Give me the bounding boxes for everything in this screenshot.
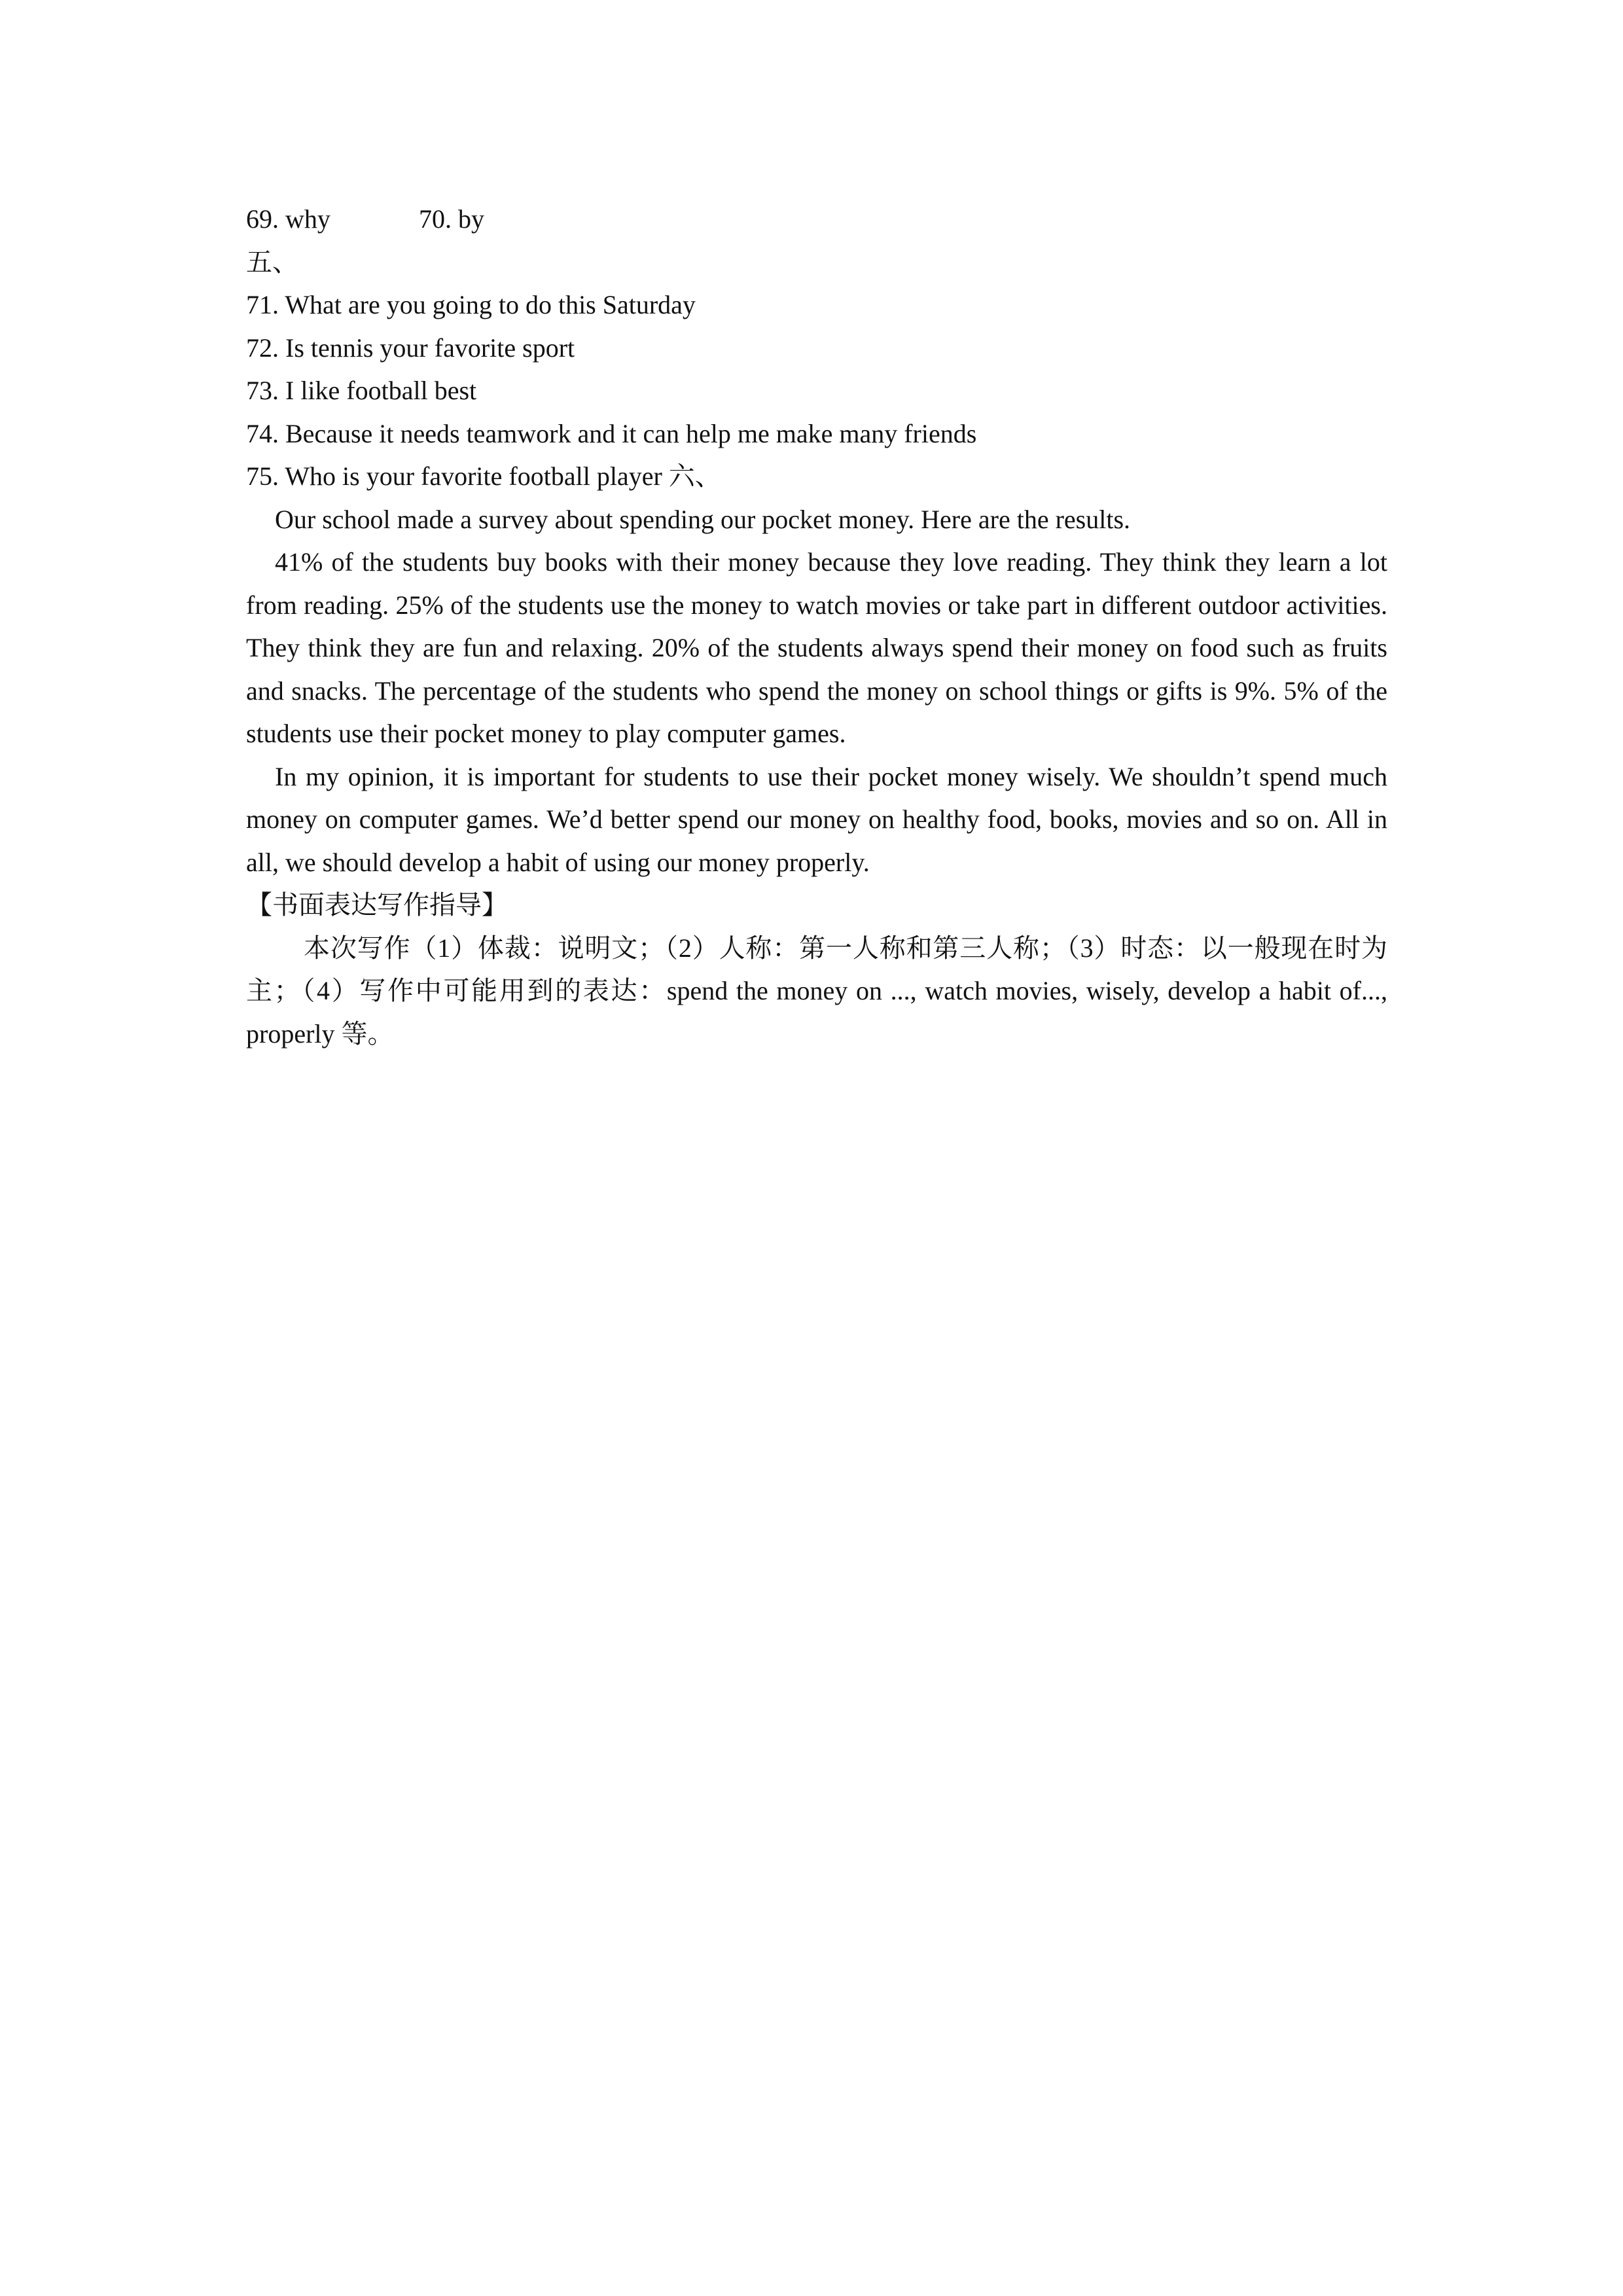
answer-key-content <box>246 198 1387 1055</box>
answer-69: 69. why <box>246 204 330 234</box>
guidance-body: 本次写作（1）体裁：说明文；（2）人称：第一人称和第三人称；（3）时态：以一般现在时为主；（4）写作中可能用到的表达：spend the money on ..., watch movies, wisely, develop a habit of..., properly 等。 <box>246 933 1387 1049</box>
essay-paragraph-opinion: In my opinion, it is important for students to use their pocket money wisely. We shouldn’t spend much money on computer games. We’d better spend our money on healthy food, books, movies and so on. All in all, we should develop a habit of using our money properly. <box>246 761 1387 877</box>
answer-73: 73. I like football best <box>246 376 477 405</box>
guidance-heading: 【书面表达写作指导】 <box>246 890 508 920</box>
answer-74: 74. Because it needs teamwork and it can help me make many friends <box>246 418 977 448</box>
answer-70: 70. by <box>419 204 484 234</box>
answers-row-69-70 <box>246 198 1387 241</box>
answer-71: 71. What are you going to do this Saturday <box>246 290 696 319</box>
essay-paragraph-results: 41% of the students buy books with their money because they love reading. They think they learn a lot from reading. 25% of the students use the money to watch movies or take part in different outdoor activities. They think they are fun and relaxing. 20% of the students always spend their money on food such as fruits and snacks. The percentage of the students who spend the money on school things or gifts is 9%. 5% of the students use their pocket money to play computer games. <box>246 547 1387 748</box>
answer-75: 75. Who is your favorite football player 六、 <box>246 461 721 491</box>
section-5-header: 五、 <box>246 247 298 277</box>
answer-72: 72. Is tennis your favorite sport <box>246 332 575 363</box>
essay-paragraph-intro: Our school made a survey about spending our pocket money. Here are the results. <box>275 504 1131 534</box>
